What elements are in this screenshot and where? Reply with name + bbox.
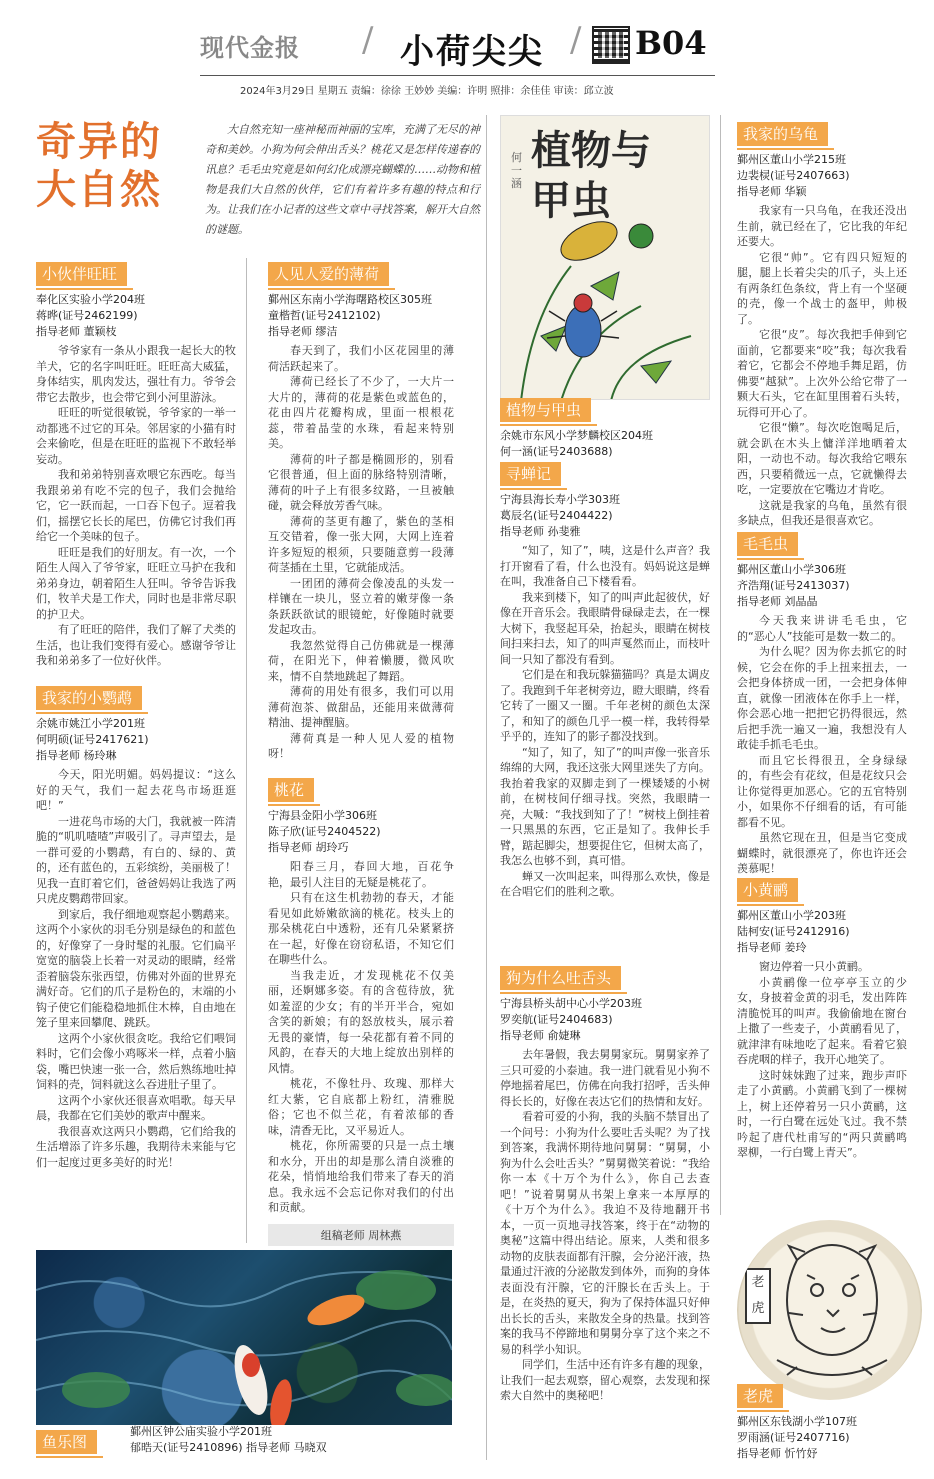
article-tag: 桃花 (268, 778, 314, 802)
art-signature: 何一涵 (511, 151, 522, 190)
school-name: 鄞州区董山小学203班 (737, 909, 846, 922)
column-rule (246, 258, 247, 1243)
article-maomaochong (737, 532, 907, 877)
author-name: 罗雨涵(证号2407716) (737, 1431, 850, 1444)
paragraph: 这就是我家的乌龟，虽然有很多缺点，但我还是很喜欢它。 (737, 498, 907, 527)
organizer-credit: 组稿老师 周林燕 (268, 1224, 454, 1246)
paragraph: 我很喜欢这两只小鹦鹉，它们给我的生活增添了许多乐趣，我期待未来能与它们一起度过更多美好的时光！ (36, 1124, 236, 1169)
teacher-name: 指导老师 俞婕琳 (500, 1029, 581, 1042)
article-byline (737, 152, 907, 200)
article-byline (737, 562, 907, 610)
paragraph: 一进花鸟市场的大门，我就被一阵清脆的“叽叽喳喳”声吸引了。寻声望去，是一群可爱的小鹦鹉，有白的、绿的、黄的，还有蓝色的，五彩缤纷，美丽极了！见我一直盯着它们，爸爸妈妈让我选了两只虎皮鹦鹉带回家。 (36, 814, 236, 905)
paragraph: 这两个小家伙还很喜欢唱歌。每天早晨，我都在它们美妙的歌声中醒来。 (36, 1093, 236, 1122)
paragraph: 旺旺是我们的好朋友。有一次，一个陌生人闯入了爷爷家，旺旺立马护在我和弟弟身边，朝着陌生人狂叫。爷爷告诉我们，牧羊犬是工作犬，同时也是非常尽职的护卫犬。 (36, 545, 236, 621)
paragraph: 虽然它现在丑，但是当它变成蝴蝶时，就很漂亮了，你也许还会羡慕呢！ (737, 831, 907, 875)
school-name: 鄞州区董山小学215班 (737, 153, 846, 166)
author-name: 边裴棂(证号2407663) (737, 169, 850, 182)
paragraph: 我来到楼下，知了的叫声此起彼伏，好像在开音乐会。我眼睛骨碌碌走去，在一棵大树下，我竖起耳朵，抬起头，眼睛在树枝间扫来扫去，知了的叫声戛然而止，而枝叶间一只知了都没有看到。 (500, 590, 710, 666)
author-name: 郁晧天(证号2410896) 指导老师 马晓双 (130, 1441, 327, 1454)
tiger-drawing-image (737, 1220, 922, 1400)
school-name: 鄞州区东南小学海曙路校区305班 (268, 293, 432, 306)
article-tag: 狗为什么吐舌头 (500, 966, 621, 990)
article-tag: 小伙伴旺旺 (36, 262, 127, 286)
paragraph: 它们是在和我玩躲猫猫吗？真是太调皮了。我跑到千年老树旁边，瞪大眼睛，终看它转了一圈又一圈。千年老树的颜色太深了，和知了的颜色几乎一模一样，我转得晕乎乎的，连知了的影子都没找到。 (500, 668, 710, 743)
paragraph: 我和弟弟特别喜欢喂它东西吃。每当我跟弟弟有吃不完的包子，我们会抛给它，它一跃而起，一口吞下包子。逗着我们，摇摆它长长的尾巴，仿佛它讨我们再给它一个美味的包子。 (36, 468, 236, 543)
paragraph: 薄荷的用处有很多，我们可以用薄荷泡茶、做甜品，还能用来做薄荷精油、提神醒脑。 (268, 685, 454, 729)
paragraph: 它很“皮”。每次我把手伸到它面前，它都要来“咬”我；每次我看着它，它都会不停地手舞足蹈，仿佛要“越狱”。上次外公给它带了一颗大石头，它在缸里围着石头转，玩得可开心了。 (737, 328, 907, 419)
article-gou (500, 966, 710, 1404)
paragraph: 窗边停着一只小黄鹂。 (759, 960, 869, 973)
article-tag: 小黄鹂 (737, 878, 798, 902)
author-name: 陆柯安(证号2412916) (737, 925, 850, 938)
masthead-brand: 现代金报 (200, 33, 300, 62)
artwork-laohu-credit (737, 1384, 917, 1462)
author-name: 齐浩翔(证号2413037) (737, 579, 850, 592)
beetle-drawing-image (500, 115, 710, 400)
school-name: 奉化区实验小学204班 (36, 293, 145, 306)
teacher-name: 指导老师 孙斐雅 (500, 525, 581, 538)
school-name: 鄞州区东钱湖小学107班 (737, 1415, 857, 1428)
art-seal: 老虎 (745, 1268, 771, 1324)
paragraph: 它很“懒”。每次吃饱喝足后，就会趴在木头上慵洋洋地晒着太阳，一动也不动。每次我给它喂东西，只要稍微远一点，它就懒得去吃，一定要放在它嘴边才肯吃。 (737, 421, 907, 496)
paragraph: “知了，知了”，咦，这是什么声音？我打开窗看了看，什么也没有。妈妈说这是蝉在叫，我准备自己下楼看看。 (500, 544, 710, 588)
article-taohua (268, 778, 454, 1246)
paragraph: 今天我来讲讲毛毛虫，它的“恶心人”技能可是数一数二的。 (737, 614, 907, 643)
teacher-name: 指导老师 缪洁 (268, 325, 338, 338)
paragraph: 只有在这生机勃勃的春天，才能看见如此娇嫩欲滴的桃花。枝头上的那朵桃花白中透粉，还有几朵紧紧挤在一起，好像在窃窃私语，不知它们在聊些什么。 (268, 891, 454, 966)
paragraph: 蝉又一次叫起来，叫得那么欢快，像是在合唱它们的胜利之歌。 (500, 869, 710, 898)
school-name: 宁海县桥头胡中心小学203班 (500, 997, 642, 1010)
article-body (737, 203, 907, 529)
theme-intro: 大自然充知一座神秘而神丽的宝库，充满了无尽的神奇和美妙。小狗为何会伸出舌头？桃花又是怎样传递春的讯息？毛毛虫究竟是如何幻化成漂亮蝴蝶的……动物和植物是我们大自然的伙伴，它们有着许多有趣的特点和行为。让我们在小记者的这些文章中寻找答案，解开大自然的谜题。 (205, 123, 480, 236)
paragraph: 薄荷真是一种人见人爱的植物呀！ (268, 731, 454, 760)
article-byline (737, 1414, 917, 1462)
column-rule (720, 115, 721, 1215)
masthead-divider: / (362, 20, 374, 60)
article-tag: 寻蝉记 (500, 462, 561, 486)
article-byline (500, 492, 710, 540)
koi-fish-icon (36, 1250, 452, 1425)
beetle-icon (501, 116, 710, 400)
paragraph: 同学们，生活中还有许多有趣的现象，让我们一起去观察，留心观察，去发现和探索大自然中的奥秘吧！ (500, 1358, 710, 1402)
section-title: 小荷尖尖 (400, 32, 544, 72)
issue-meta: 2024年3月29日 星期五 责编：徐徐 王妙妙 美编：许明 照排：余佳佳 审读：邱立波 (240, 86, 614, 97)
qr-code-icon[interactable] (592, 26, 630, 64)
article-body (36, 343, 236, 669)
artwork-tag: 鱼乐图 (36, 1430, 97, 1454)
article-body (737, 959, 907, 1161)
artwork-jiachong-credit (500, 398, 710, 460)
article-body (268, 859, 454, 1216)
theme-title-line: 奇异的 (36, 118, 162, 165)
article-body (500, 1047, 710, 1404)
paragraph: 桃花，你所需要的只是一点土壤和水分，开出的却是那么清自淡雅的花朵，悄悄地给我们带来了春天的消息。我永远不会忘记你对我们的付出和贡献。 (268, 1139, 454, 1214)
masthead-rule (200, 75, 715, 76)
article-byline (737, 908, 907, 956)
article-tag: 人见人爱的薄荷 (268, 262, 389, 286)
artwork-tag: 老虎 (737, 1384, 783, 1408)
masthead-divider: / (570, 20, 582, 60)
koi-painting-image (36, 1250, 452, 1425)
paragraph: 看着可爱的小狗，我的头脑不禁冒出了一个问号：小狗为什么要吐舌头呢？为了找到答案，我满怀期待地问舅舅：“舅舅，小狗为什么会吐舌头？”舅舅微笑着说：“我给你一本《十万个为什么》，你自己去查吧！”说着舅舅从书架上拿来一本厚厚的《十万个为什么》。我迫不及待地翻开书本，一页一页地寻找答案，终于在“动物的奥秘”这篇中得出结论。原来，人类和很多动物的皮肤表面都有汗腺，会分泌汗液，热量通过汗液的分泌散发到体外，而狗的身体表面没有汗腺，它的汗腺长在舌头上。于是，在炎热的夏天，狗为了保持体温只好伸出长长的舌头，来散发全身的热量。找到答案的我马不停蹄地和舅舅分享了这个来之不易的科学小知识。 (500, 1110, 710, 1356)
school-name: 余姚市东风小学梦麟校区204班 (500, 429, 653, 442)
school-name: 宁海县金阳小学306班 (268, 809, 377, 822)
theme-title (36, 118, 206, 214)
author-name: 陈子欣(证号2404522) (268, 825, 381, 838)
article-byline (268, 292, 454, 340)
column-rule (486, 115, 487, 1460)
article-chan (500, 462, 710, 900)
paragraph: 旺旺的听觉很敏锐，爷爷家的一举一动都逃不过它的耳朵。邻居家的小猫有时会来偷吃，但是在旺旺的监视下不敢轻举妄动。 (36, 406, 236, 466)
paragraph: 有了旺旺的陪伴，我们了解了犬类的生活，也让我们变得有爱心。感谢爷爷让我和弟弟多了一位好伙伴。 (36, 623, 236, 667)
article-byline (500, 428, 710, 460)
paragraph: 一团团的薄荷会像凌乱的头发一样镶在一块儿，竖立着的嫩芽像一条条跃跃欲试的眼镜蛇，好像随时就要发起攻击。 (268, 576, 454, 636)
paragraph: 这两个小家伙很贪吃。我给它们喂饲料时，它们会像小鸡啄米一样，点着小脑袋，嘴巴快速一张一合，然后熟练地吐掉饲料的壳，饲料就这么吞进肚子里了。 (36, 1031, 236, 1091)
article-bohe (268, 262, 454, 762)
teacher-name: 指导老师 刘晶晶 (737, 595, 818, 608)
paragraph: 春天到了，我们小区花园里的薄荷活跃起来了。 (268, 344, 454, 373)
article-byline (500, 996, 710, 1044)
paragraph: 它很“帅”。它有四只短短的腿，腿上长着尖尖的爪子，头上还有两条红色条纹，背上有一个坚硬的壳，像一个战士的盔甲，帅极了。 (737, 250, 907, 326)
teacher-name: 指导老师 忻竹妤 (737, 1447, 818, 1460)
paragraph: 这时妹妹跑了过来，跑步声吓走了小黄鹂。小黄鹂飞到了一棵树上，树上还停着另一只小黄鹂，这时，一行白鹭在远处飞过。我不禁吟起了唐代杜甫写的“两只黄鹂鸣翠柳，一行白鹭上青天”。 (737, 1068, 907, 1159)
article-body (36, 767, 236, 1170)
school-name: 鄞州区董山小学306班 (737, 563, 846, 576)
article-tag: 我家的小鹦鹉 (36, 686, 142, 710)
author-name: 蒋晔(证号2462199) (36, 309, 138, 322)
artwork-tag: 植物与甲虫 (500, 398, 591, 422)
article-yingwu (36, 686, 236, 1170)
article-byline (268, 808, 454, 856)
paragraph: 当我走近，才发现桃花不仅美丽，还婀娜多姿。有的含苞待放，犹如羞涩的少女；有的半开半合，宛如含笑的新娘；有的怒放枝头，展示着无畏的豪情，每一朵花都有着不同的风韵，在春天的大地上绽放出别样的风情。 (268, 968, 454, 1075)
school-name: 余姚市姚江小学201班 (36, 717, 145, 730)
article-body (500, 543, 710, 900)
paragraph: 爷爷家有一条从小跟我一起长大的牧羊犬，它的名字叫旺旺。旺旺高大威猛，身体结实，肌肉发达，强壮有力。爷爷会带它去散步，也会带它到小河里游泳。 (36, 344, 236, 404)
paragraph: “知了，知了，知了”的叫声像一张音乐绵绵的大网，我还这张大网里迷失了方向。我抬着我家的双脚走到了一棵矮矮的小树前，在树枝间仔细寻找。突然，我眼睛一亮，大喊：“我找到知了了！”树枝上倒挂着一只黑黑的东西，它正是知了。我伸长手臂，踮起脚尖，想要捉住它，但树太高了，我怎么也够不到，真可惜。 (500, 745, 710, 867)
author-name: 何明硕(证号2417621) (36, 733, 149, 746)
paragraph: 我忽然觉得自己仿佛就是一棵薄荷，在阳光下，伸着懒腰，微风吹来，情不自禁地跳起了舞蹈。 (268, 638, 454, 683)
art-title: 植物与甲虫 (531, 127, 651, 224)
paragraph: 今天，阳光明媚。妈妈提议：“这么好的天气，我们一起去花鸟市场逛逛吧！” (36, 768, 236, 812)
teacher-name: 指导老师 胡玲巧 (268, 841, 349, 854)
paragraph: 薄荷已经长了不少了，一大片一大片的，薄荷的花是紫色或蓝色的，花由四片花瓣构成，里面一根根花蕊，带着晶莹的水珠，看起来特别美。 (268, 375, 454, 450)
article-wugui (737, 122, 907, 529)
article-tag: 毛毛虫 (737, 532, 798, 556)
author-name: 葛辰名(证号2404422) (500, 509, 613, 522)
paragraph: 薄荷的叶子都是椭圆形的，别看它很普通，但上面的脉络特别清晰，薄荷的叶子上有很多纹路，一旦被触碰，就会释放芳香气味。 (268, 452, 454, 512)
teacher-name: 指导老师 姜玲 (737, 941, 807, 954)
article-tag: 我家的乌龟 (737, 122, 828, 146)
teacher-name: 指导老师 华颖 (737, 185, 807, 198)
paragraph: 去年暑假，我去舅舅家玩。舅舅家养了三只可爱的小泰迪。我一进门就看见小狗不停地摇着尾巴，仿佛在向我打招呼，舌头伸得长长的，好像在表达它们的热情和友好。 (500, 1048, 710, 1108)
article-huangli (737, 878, 907, 1161)
page-number: B04 (635, 24, 707, 62)
artwork-credit (130, 1424, 470, 1456)
theme-title-line: 大自然 (36, 166, 162, 213)
article-body (737, 613, 907, 877)
paragraph: 薄荷的茎更有趣了，紫色的茎相互交错着，像一张大网，大网上连着许多短短的根须，只要随意剪一段薄荷茎插在土里，它就能成活。 (268, 514, 454, 574)
author-name: 童楷哲(证号2412102) (268, 309, 381, 322)
paragraph: 而且它长得很丑，全身绿绿的，有些会有花纹，但是花纹只会让你觉得更加恶心。它的五官特别小，如果你不仔细看的话，有可能都看不见。 (737, 753, 907, 829)
author-name: 罗奕航(证号2404683) (500, 1013, 613, 1026)
paragraph: 阳春三月，春回大地，百花争艳，最引人注目的无疑是桃花了。 (268, 860, 454, 889)
article-byline (36, 292, 236, 340)
article-wangwang (36, 262, 236, 669)
school-name: 鄞州区钟公庙实验小学201班 (130, 1425, 272, 1438)
school-name: 宁海县海长寿小学303班 (500, 493, 620, 506)
article-byline (36, 716, 236, 764)
paragraph: 到家后，我仔细地观察起小鹦鹉来。这两个小家伙的羽毛分别是绿色的和蓝色的，好像穿了一身时髦的礼服。它们扁平宽宽的脑袋上长着一对灵动的眼睛，经常歪着脑袋东张西望，仿佛对外面的世界充满好奇。它们的爪子是粉色的，末端的小钩子使它们能稳稳地抓住木棒，自由地在笼子里来回攀爬、跳跃。 (36, 907, 236, 1029)
author-name: 何一涵(证号2403688) (500, 445, 613, 458)
teacher-name: 指导老师 杨玲琳 (36, 749, 117, 762)
paragraph: 为什么呢？因为你去抓它的时候，它会在你的手上扭来扭去，一会把身体挤成一团，一会把身体伸直，就像一团液体在你手上一样，你会恶心地一把把它扔得很远，然后把手洗一遍又一遍，我想没有人敢徒手抓毛毛虫。 (737, 645, 907, 751)
article-body (268, 343, 454, 762)
paragraph: 桃花，不像牡丹、玫瑰、那样大红大紫，它自底都上粉红，清雅脱俗；它也不似兰花，有着浓郁的香味，清香无比，又平易近人。 (268, 1077, 454, 1137)
paragraph: 小黄鹂像一位亭亭玉立的少女，身披着金黄的羽毛，发出阵阵清脆悦耳的叫声。我偷偷地在窗台上撒了一些麦子，小黄鹂看见了，就津津有味地吃了起来。看着它狼吞虎咽的样子，我开心地笑了。 (737, 975, 907, 1066)
teacher-name: 指导老师 董颖枝 (36, 325, 117, 338)
paragraph: 我家有一只乌龟，在我还没出生前，就已经在了，它比我的年纪还要大。 (737, 204, 907, 248)
